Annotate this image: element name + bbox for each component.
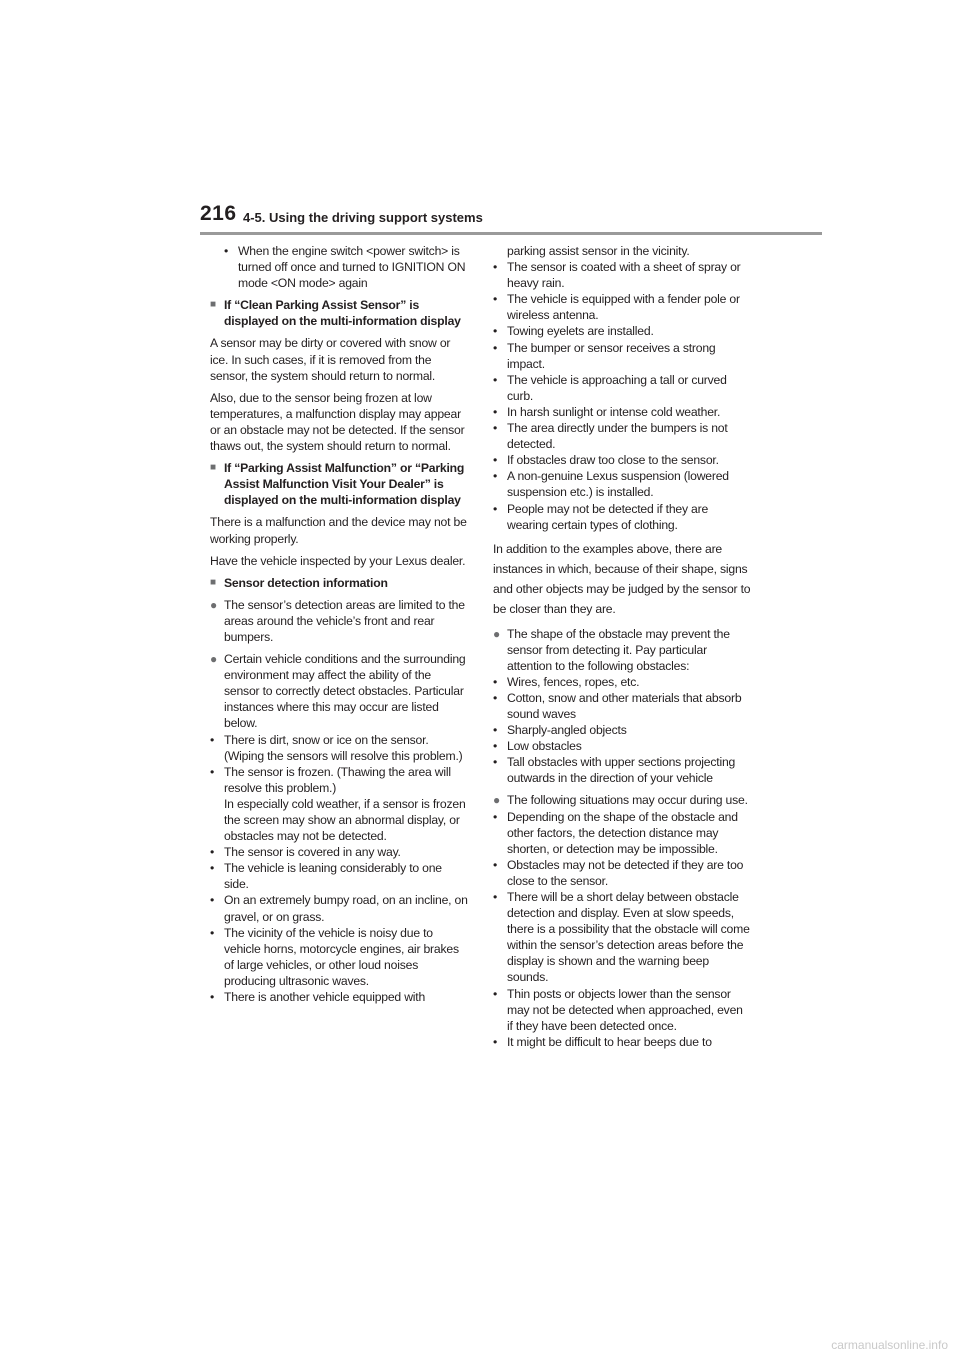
section-heading: ■ If “Clean Parking Assist Sensor” is displayed on the multi-information display <box>210 298 461 329</box>
circle-item: ● Certain vehicle conditions and the surrounding environment may affect the ability of the sensor to correctly detect obstacles. Particular instances where this may occur are listed below. <box>210 652 466 731</box>
list-item-continuation: parking assist sensor in the vicinity. <box>507 244 690 258</box>
page-number: 216 <box>200 202 237 225</box>
list-item: • The vehicle is equipped with a fender pole or wireless antenna. <box>493 292 740 323</box>
list-item: • The sensor is coated with a sheet of spray or heavy rain. <box>493 260 741 291</box>
list-item: • The vicinity of the vehicle is noisy due to vehicle horns, motorcycle engines, air brakes of large vehicles, or other loud noises producing ultrasonic waves. <box>210 925 459 988</box>
square-bullet-icon: ■ <box>210 299 216 311</box>
paragraph: Also, due to the sensor being frozen at low temperatures, a malfunction display may appear or an obstacle may not be detected. If the sensor thaws out, the system should return to normal. <box>210 390 465 454</box>
list-item: • There is dirt, snow or ice on the sensor. (Wiping the sensors will resolve this problem.) <box>210 732 463 763</box>
square-bullet-icon: ■ <box>210 462 216 474</box>
list-item: • The vehicle is leaning considerably to one side. <box>210 861 442 892</box>
list-item: • Depending on the shape of the obstacle and other factors, the detection distance may shorten, or detection may be impossible. <box>493 809 738 856</box>
list-item: • Towing eyelets are installed. <box>493 324 654 339</box>
list-item: • A non-genuine Lexus suspension (lowered suspension etc.) is installed. <box>493 469 729 500</box>
list-item: • There is another vehicle equipped with <box>210 990 426 1005</box>
list-item: • Low obstacles <box>493 739 582 754</box>
section-heading: ■ Sensor detection information <box>210 575 388 590</box>
list-item: • Wires, fences, ropes, etc. <box>493 674 640 689</box>
list-item: • In harsh sunlight or intense cold weather. <box>493 404 721 419</box>
list-item: • The bumper or sensor receives a strong impact. <box>493 340 716 371</box>
list-item: • Cotton, snow and other materials that absorb sound waves <box>493 690 742 721</box>
list-item: • The sensor is covered in any way. <box>210 845 401 860</box>
circle-item: ● The following situations may occur during use. <box>493 793 748 808</box>
circle-bullet-icon: ● <box>210 597 218 612</box>
list-item: • There will be a short delay between obstacle detection and display. Even at slow speeds, there is a possibility that the obstacle will come within the sensor’s detection areas before the display is shown and the warning beep sounds. <box>493 890 750 985</box>
circle-bullet-icon: ● <box>493 793 501 808</box>
left-column <box>210 243 468 1005</box>
list-item: • Tall obstacles with upper sections projecting outwards in the direction of your vehicle <box>493 755 736 786</box>
list-item: • The vehicle is approaching a tall or curved curb. <box>493 372 727 403</box>
section-title: 4-5. Using the driving support systems <box>243 210 483 225</box>
paragraph: There is a malfunction and the device may not be working properly. <box>210 515 467 546</box>
paragraph: A sensor may be dirty or covered with snow or ice. In such cases, if it is removed from the sensor, the system should return to normal. <box>210 336 451 383</box>
list-item: • It might be difficult to hear beeps due to <box>493 1034 712 1049</box>
circle-bullet-icon: ● <box>210 652 218 667</box>
list-item: • Sharply-angled objects <box>493 723 627 738</box>
list-item: • Thin posts or objects lower than the sensor may not be detected when approached, even if they have been detected once. <box>493 986 743 1033</box>
list-item: • The sensor is frozen. (Thawing the area will resolve this problem.) In especially cold weather, if a sensor is frozen the screen may show an abnormal display, or obstacles may not be detected. <box>210 764 466 844</box>
circle-item: ● The sensor’s detection areas are limited to the areas around the vehicle’s front and rear bumpers. <box>210 597 465 644</box>
right-column <box>493 243 751 1050</box>
list-item: • If obstacles draw too close to the sensor. <box>493 453 719 468</box>
list-item: • People may not be detected if they are wearing certain types of clothing. <box>493 501 709 532</box>
watermark: carmanualsonline.info <box>831 1338 948 1352</box>
circle-item: ● The shape of the obstacle may prevent the sensor from detecting it. Pay particular attention to the following obstacles: <box>493 626 730 673</box>
list-item: • When the engine switch <power switch> is turned off once and turned to IGNITION ON mode <ON mode> again <box>224 244 466 291</box>
list-item: • Obstacles may not be detected if they are too close to the sensor. <box>493 857 744 888</box>
circle-bullet-icon: ● <box>493 626 501 641</box>
square-bullet-icon: ■ <box>210 576 216 588</box>
paragraph: Have the vehicle inspected by your Lexus dealer. <box>210 553 466 568</box>
list-item: • The area directly under the bumpers is not detected. <box>493 421 728 452</box>
section-heading: ■ If “Parking Assist Malfunction” or “Parking Assist Malfunction Visit Your Dealer” is displayed on the multi-information display <box>210 461 465 508</box>
list-item: • On an extremely bumpy road, on an incline, on gravel, or on grass. <box>210 893 468 924</box>
paragraph: In addition to the examples above, there are instances in which, because of their shape, signs and other objects may be judged by the sensor to be closer than they are. <box>493 541 751 617</box>
header-rule <box>200 232 822 235</box>
